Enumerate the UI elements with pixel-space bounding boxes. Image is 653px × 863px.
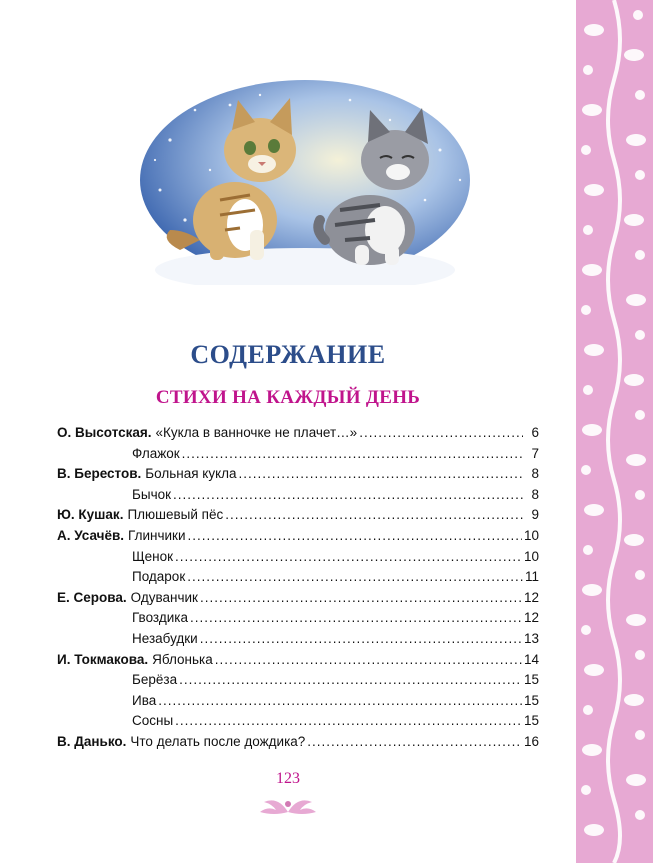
toc-leader-dots	[239, 466, 523, 481]
toc-page-number: 10	[523, 527, 539, 543]
toc-leader-dots	[175, 549, 522, 564]
toc-leader-dots	[173, 487, 523, 502]
toc-row[interactable]	[57, 528, 539, 549]
floral-border	[576, 0, 653, 863]
kittens-illustration	[140, 80, 470, 285]
toc-leader-dots	[200, 590, 522, 605]
toc-row[interactable]	[57, 631, 539, 652]
toc-author: А. Усачёв.	[57, 527, 125, 543]
toc-title: Яблонька	[152, 651, 213, 667]
toc-row[interactable]	[57, 466, 539, 487]
toc-row[interactable]	[57, 425, 539, 446]
toc-title: Одуванчик	[130, 589, 198, 605]
toc-row[interactable]	[57, 610, 539, 631]
toc-row[interactable]	[57, 734, 539, 755]
toc-title: Глинчики	[128, 527, 186, 543]
toc-leader-dots	[307, 734, 522, 749]
toc-page-number: 9	[531, 507, 539, 523]
ornament-icon	[258, 792, 318, 816]
toc-title: Подарок	[132, 569, 186, 585]
toc-page-number: 8	[531, 466, 539, 482]
toc-page-number: 15	[523, 672, 539, 688]
toc-row[interactable]	[57, 590, 539, 611]
toc-leader-dots	[200, 631, 522, 646]
toc-row[interactable]	[57, 487, 539, 508]
toc-row[interactable]	[57, 507, 539, 528]
toc-title: Щенок	[132, 548, 174, 564]
toc-title: Бычок	[132, 486, 172, 502]
toc-page-number: 15	[523, 692, 539, 708]
toc-page-number: 10	[523, 548, 539, 564]
toc-leader-dots	[179, 672, 522, 687]
toc-page-number: 6	[531, 425, 539, 440]
toc-row[interactable]	[57, 672, 539, 693]
toc-title: Сосны	[132, 713, 174, 729]
toc-title: Больная кукла	[145, 466, 237, 482]
toc-title: Гвоздика	[132, 610, 188, 626]
toc-author: О. Высотская.	[57, 425, 152, 440]
toc-row[interactable]	[57, 713, 539, 734]
toc-title: Ива	[132, 692, 157, 708]
toc-leader-dots	[158, 693, 522, 708]
toc-title: «Кукла в ванночке не плачет…»	[155, 425, 358, 440]
toc-title: Берёза	[132, 672, 178, 688]
toc-page-number: 11	[524, 569, 539, 585]
toc-author: И. Токмакова.	[57, 651, 149, 667]
toc-author: Е. Серова.	[57, 589, 127, 605]
toc-page-number: 12	[523, 610, 539, 626]
toc-row[interactable]	[57, 446, 539, 467]
toc-leader-dots	[215, 652, 522, 667]
toc-leader-dots	[182, 446, 523, 461]
toc-title: Флажок	[132, 445, 180, 461]
toc-leader-dots	[175, 713, 522, 728]
toc-row[interactable]	[57, 693, 539, 714]
toc-leader-dots	[187, 569, 523, 584]
toc-page-number: 14	[523, 651, 539, 667]
toc-row[interactable]	[57, 549, 539, 570]
toc-page-number: 15	[523, 713, 539, 729]
toc-leader-dots	[190, 610, 522, 625]
page-title: СОДЕРЖАНИЕ	[190, 340, 386, 369]
toc-author: В. Данько.	[57, 733, 127, 749]
toc-author: Ю. Кушак.	[57, 507, 124, 523]
toc-title: Что делать после дождика?	[130, 733, 306, 749]
toc-page-number: 12	[523, 589, 539, 605]
toc-leader-dots	[188, 528, 522, 543]
toc-title: Незабудки	[132, 630, 198, 646]
toc-page-number: 7	[531, 445, 539, 461]
toc-leader-dots	[225, 507, 523, 522]
page-number: 123	[276, 770, 300, 787]
toc-row[interactable]	[57, 569, 539, 590]
section-title: СТИХИ НА КАЖДЫЙ ДЕНЬ	[155, 387, 421, 408]
toc-leader-dots	[359, 425, 523, 440]
toc-page-number: 13	[523, 630, 539, 646]
toc-row[interactable]	[57, 652, 539, 673]
toc-page-number: 8	[531, 486, 539, 502]
table-of-contents	[57, 425, 539, 755]
toc-page-number: 16	[523, 733, 539, 749]
toc-author: В. Берестов.	[57, 466, 142, 482]
toc-title: Плюшевый пёс	[127, 507, 224, 523]
